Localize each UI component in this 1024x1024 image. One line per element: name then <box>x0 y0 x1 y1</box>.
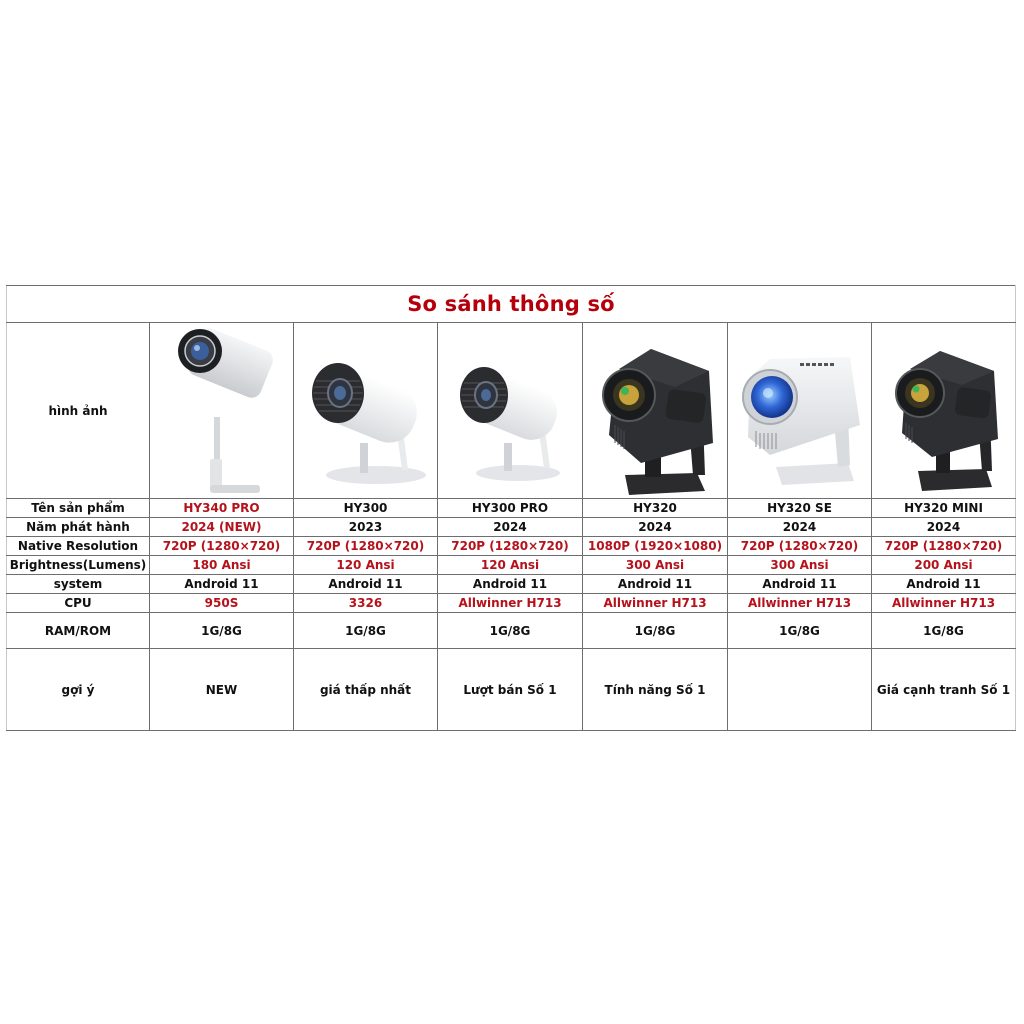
product-image-cell <box>150 323 294 499</box>
release-year: 2024 (NEW) <box>150 518 294 537</box>
page-title: So sánh thông số <box>7 286 1016 323</box>
comparison-sheet <box>6 285 1015 731</box>
brightness-value: 120 Ansi <box>438 556 583 575</box>
row-label-cpu: CPU <box>7 594 150 613</box>
operating-system: Android 11 <box>438 575 583 594</box>
cpu-value: Allwinner H713 <box>872 594 1016 613</box>
projector-on-stand-image <box>152 325 292 497</box>
brightness-value: 300 Ansi <box>583 556 728 575</box>
operating-system: Android 11 <box>583 575 728 594</box>
ram-rom-value: 1G/8G <box>294 613 438 649</box>
ram-rom-row <box>7 613 1016 649</box>
cpu-value: Allwinner H713 <box>728 594 872 613</box>
native-resolution: 720P (1280×720) <box>150 537 294 556</box>
image-row <box>7 323 1016 499</box>
cpu-value: 950S <box>150 594 294 613</box>
brightness-value: 300 Ansi <box>728 556 872 575</box>
native-resolution: 720P (1280×720) <box>438 537 583 556</box>
cylinder-projector-image <box>440 325 580 497</box>
release-year: 2024 <box>872 518 1016 537</box>
row-label-image: hình ảnh <box>7 323 150 499</box>
suggestion-value: Lượt bán Số 1 <box>438 649 583 731</box>
brightness-row <box>7 556 1016 575</box>
release-year: 2024 <box>438 518 583 537</box>
release-year: 2023 <box>294 518 438 537</box>
cpu-value: 3326 <box>294 594 438 613</box>
name-row <box>7 499 1016 518</box>
release-year: 2024 <box>583 518 728 537</box>
product-name: HY320 SE <box>728 499 872 518</box>
year-row <box>7 518 1016 537</box>
product-image-cell <box>438 323 583 499</box>
ram-rom-value: 1G/8G <box>872 613 1016 649</box>
row-label-resolution: Native Resolution <box>7 537 150 556</box>
product-name: HY340 PRO <box>150 499 294 518</box>
row-label-brightness: Brightness(Lumens) <box>7 556 150 575</box>
brightness-value: 120 Ansi <box>294 556 438 575</box>
ram-rom-value: 1G/8G <box>438 613 583 649</box>
row-label-system: system <box>7 575 150 594</box>
suggestion-value: Giá cạnh tranh Số 1 <box>872 649 1016 731</box>
suggestion-value <box>728 649 872 731</box>
operating-system: Android 11 <box>150 575 294 594</box>
operating-system: Android 11 <box>872 575 1016 594</box>
product-name: HY320 MINI <box>872 499 1016 518</box>
row-label-name: Tên sản phẩm <box>7 499 150 518</box>
cylinder-projector-image <box>296 325 436 497</box>
silver-box-projector-image <box>730 325 870 497</box>
product-name: HY320 <box>583 499 728 518</box>
row-label-ram-rom: RAM/ROM <box>7 613 150 649</box>
system-row <box>7 575 1016 594</box>
brightness-value: 180 Ansi <box>150 556 294 575</box>
resolution-row <box>7 537 1016 556</box>
cpu-value: Allwinner H713 <box>438 594 583 613</box>
suggestion-value: giá thấp nhất <box>294 649 438 731</box>
suggestion-value: NEW <box>150 649 294 731</box>
product-image-cell <box>294 323 438 499</box>
release-year: 2024 <box>728 518 872 537</box>
product-name: HY300 <box>294 499 438 518</box>
ram-rom-value: 1G/8G <box>583 613 728 649</box>
suggestion-row <box>7 649 1016 731</box>
cpu-row <box>7 594 1016 613</box>
native-resolution: 720P (1280×720) <box>872 537 1016 556</box>
product-image-cell <box>872 323 1016 499</box>
black-box-projector-image <box>585 325 725 497</box>
native-resolution: 1080P (1920×1080) <box>583 537 728 556</box>
native-resolution: 720P (1280×720) <box>728 537 872 556</box>
title-row <box>7 286 1016 323</box>
row-label-suggestion: gợi ý <box>7 649 150 731</box>
native-resolution: 720P (1280×720) <box>294 537 438 556</box>
product-image-cell <box>728 323 872 499</box>
brightness-value: 200 Ansi <box>872 556 1016 575</box>
operating-system: Android 11 <box>294 575 438 594</box>
ram-rom-value: 1G/8G <box>150 613 294 649</box>
row-label-year: Năm phát hành <box>7 518 150 537</box>
product-name: HY300 PRO <box>438 499 583 518</box>
black-box-projector-image <box>874 325 1014 497</box>
product-image-cell <box>583 323 728 499</box>
operating-system: Android 11 <box>728 575 872 594</box>
suggestion-value: Tính năng Số 1 <box>583 649 728 731</box>
cpu-value: Allwinner H713 <box>583 594 728 613</box>
spec-comparison-table <box>6 285 1016 731</box>
ram-rom-value: 1G/8G <box>728 613 872 649</box>
